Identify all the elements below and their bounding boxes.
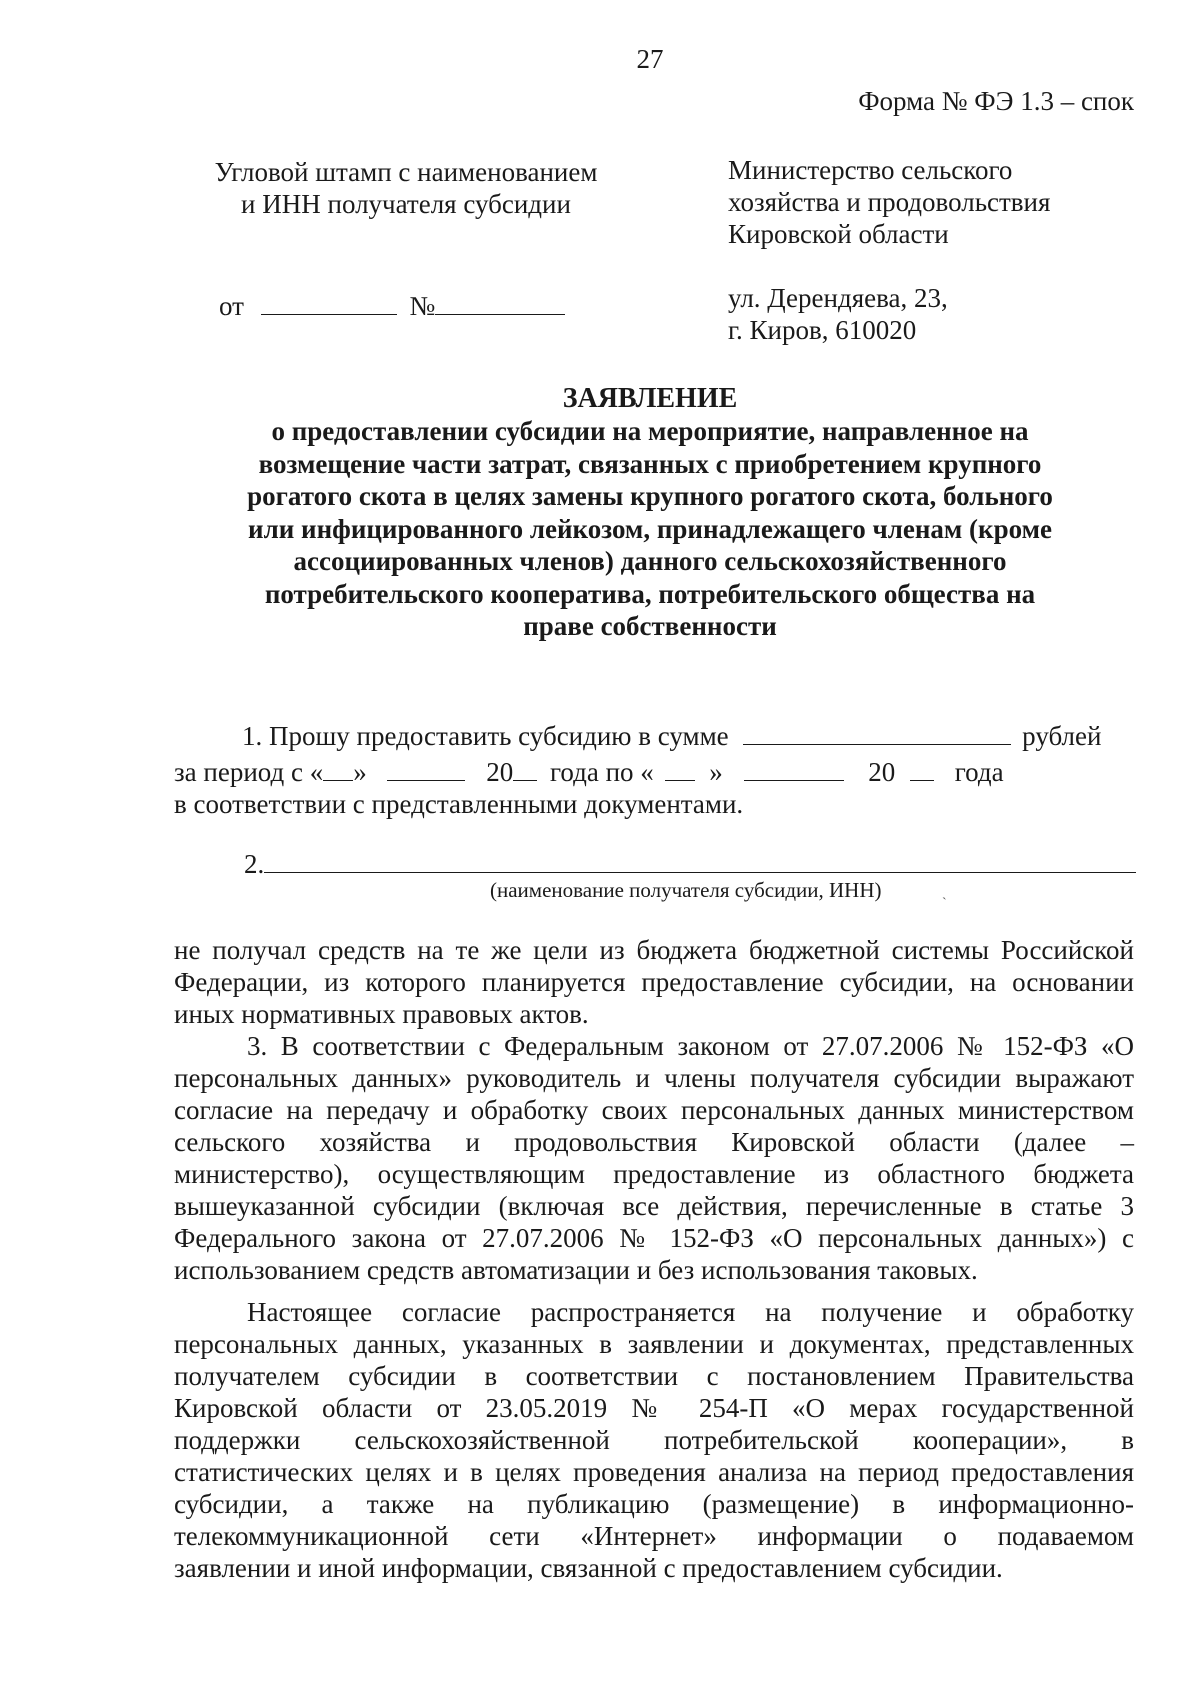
consent-line: Настоящее согласие распространяется на получение и обработку: [247, 1297, 1134, 1327]
document-title: ЗАЯВЛЕНИЕ: [562, 383, 738, 414]
item3-line: персональных данных» руководитель и члены получателя субсидии выражают: [174, 1063, 1134, 1093]
address-line: ул. Дерендяева, 23,: [728, 283, 948, 313]
year-prefix: 20: [486, 757, 514, 787]
amount-field[interactable]: [743, 722, 1011, 745]
consent-line: поддержки сельскохозяйственной потребительской кооперации», в: [174, 1425, 1134, 1455]
item2-line: [244, 848, 1136, 880]
consent-line: получателем субсидии в соответствии с постановлением Правительства: [174, 1361, 1134, 1391]
period-from-month-field[interactable]: [387, 758, 465, 781]
consent-line: персональных данных, указанных в заявлении и документах, представленных: [174, 1329, 1134, 1359]
period-to-month-field[interactable]: [744, 758, 844, 781]
period-to-year-field[interactable]: [910, 758, 934, 781]
stamp-line: Угловой штамп с наименованием: [214, 157, 598, 187]
period-from-label: за период с «: [174, 757, 324, 787]
paragraph-line: иных нормативных правовых актов.: [174, 999, 589, 1029]
item1-line1: [242, 720, 1101, 752]
document-subtitle: о предоставлении субсидии на мероприятие, направленное на возмещение части затрат, связанных с приобретением крупного рогатого скота в целях замены крупного рогатого скота, больного или инфицированного лейкозом, принадлежащего членам (кроме ассоциированных членов) данного сельскохозяйственного потребительского кооператива, потребительского общества на праве собственности: [247, 416, 1053, 641]
consent-line: статистических целях и в целях проведения анализа на период предоставления: [174, 1457, 1134, 1487]
item3-line: вышеуказанной субсидии (включая все действия, перечисленные в статье 3: [174, 1191, 1134, 1221]
item2-number: 2.: [244, 849, 265, 879]
year-prefix: 20: [868, 757, 896, 787]
period-to-day-field[interactable]: [665, 758, 695, 781]
item1-line2: [174, 756, 1138, 788]
recipient-name-field[interactable]: [264, 850, 1136, 873]
number-sign: №: [409, 291, 436, 321]
period-from-year-field[interactable]: [513, 758, 537, 781]
paragraph-line: Федерации, из которого планируется предоставление субсидии, на основании: [174, 967, 1134, 997]
item3-line: 3. В соответствии с Федеральным законом от 27.07.2006 № 152-ФЗ «О: [247, 1031, 1134, 1061]
form-label: Форма № ФЭ 1.3 – спок: [858, 86, 1134, 116]
item3-line: сельского хозяйства и продовольствия Кировской области (далее –: [174, 1127, 1134, 1157]
item3-line: согласие на передачу и обработку своих персональных данных министерством: [174, 1095, 1134, 1125]
consent-line: Кировской области от 23.05.2019 № 254-П «О мерах государственной: [174, 1393, 1134, 1423]
period-from-day-field[interactable]: [323, 758, 353, 781]
address-block: [728, 282, 1128, 346]
date-field[interactable]: [261, 292, 397, 315]
from-label: от: [219, 291, 244, 321]
recipient-line: хозяйства и продовольствия: [728, 187, 1051, 217]
date-number-line: [219, 291, 565, 322]
address-line: г. Киров, 610020: [728, 315, 917, 345]
consent-line: телекоммуникационной сети «Интернет» информации о подаваемом: [174, 1521, 1134, 1551]
item3-line: Федерального закона от 27.07.2006 № 152-ФЗ «О персональных данных») с: [174, 1223, 1134, 1253]
scan-mark: `: [942, 896, 947, 911]
close-quote: »: [709, 757, 723, 787]
item1-lead: 1. Прошу предоставить субсидию в сумме: [242, 721, 729, 751]
item1-line3: в соответствии с представленными документами.: [174, 789, 744, 819]
item3-line: министерство), осуществляющим предоставление из областного бюджета: [174, 1159, 1134, 1189]
consent-line: заявлении и иной информации, связанной с предоставлением субсидии.: [174, 1553, 1003, 1583]
paragraph-line: не получал средств на те же цели из бюджета бюджетной системы Российской: [174, 935, 1134, 965]
year-to-label: года по «: [549, 757, 654, 787]
item3-line: использованием средств автоматизации и без использования таковых.: [174, 1255, 978, 1285]
number-field[interactable]: [435, 292, 565, 315]
recipient-name-caption: (наименование получателя субсидии, ИНН): [490, 878, 882, 902]
consent-line: субсидии, а также на публикацию (размещение) в информационно-: [174, 1489, 1134, 1519]
stamp-line: и ИНН получателя субсидии: [241, 189, 571, 219]
currency-label: рублей: [1022, 721, 1102, 751]
recipient-block: [728, 154, 1128, 250]
recipient-line: Министерство сельского: [728, 155, 1013, 185]
close-quote: »: [353, 757, 367, 787]
year-label: года: [954, 757, 1004, 787]
recipient-line: Кировской области: [728, 219, 949, 249]
page-number: 27: [636, 44, 664, 74]
corner-stamp-placeholder: [196, 156, 616, 220]
